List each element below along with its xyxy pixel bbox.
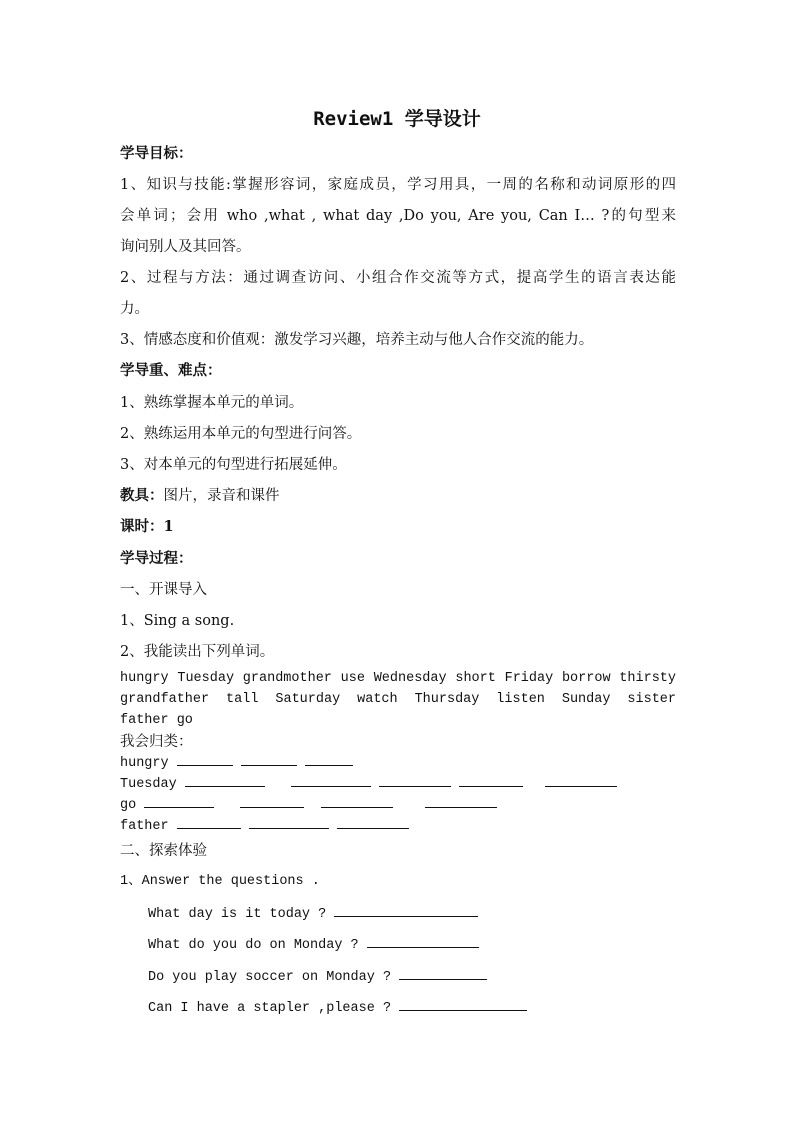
key-point-2: 2、熟练运用本单元的句型进行问答。 (120, 426, 362, 442)
answer-blank[interactable] (459, 773, 523, 787)
question-text: Do you play soccer on Monday ? (148, 970, 392, 985)
classify-label: 我会归类： (120, 734, 193, 750)
key-point-1: 1、熟练掌握本单元的单词。 (120, 395, 304, 411)
answer-blank[interactable] (177, 752, 233, 766)
section-1-heading: 一、开课导入 (120, 582, 207, 598)
classify-row-hungry (120, 752, 676, 774)
goal-3: 3、情感态度和价值观：激发学习兴趣，培养主动与他人合作交流的能力。 (120, 332, 594, 348)
key-point-3: 3、对本单元的句型进行拓展延伸。 (120, 457, 347, 473)
classify-row-label: hungry (120, 756, 169, 771)
answer-blank[interactable] (399, 997, 527, 1011)
answer-blank[interactable] (177, 815, 241, 829)
tools-line (120, 486, 676, 506)
period-line (120, 517, 676, 537)
word-list-line-2: grandfather tall Saturday watch Thursday listen Sunday sister (120, 692, 676, 707)
answer-heading: 1、Answer the questions . (120, 874, 320, 889)
classify-row-tuesday (120, 773, 676, 795)
answer-blank[interactable] (399, 966, 487, 980)
answer-blank[interactable] (185, 773, 265, 787)
question-text: Can I have a stapler ,please ? (148, 1001, 392, 1016)
question-4 (148, 997, 704, 1019)
goal-1-line-3: 询问别人及其回答。 (120, 239, 251, 255)
classify-row-label: go (120, 798, 137, 813)
goal-1-line-1: 1、知识与技能:掌握形容词，家庭成员，学习用具，一周的名称和动词原形的四 (120, 177, 676, 193)
classify-row-label: Tuesday (120, 777, 177, 792)
question-1 (148, 903, 704, 925)
answer-blank[interactable] (249, 815, 329, 829)
section-2-heading: 二、探索体验 (120, 843, 207, 859)
answer-blank[interactable] (334, 903, 478, 917)
step-2: 2、我能读出下列单词。 (120, 644, 275, 660)
word-list-line-3: father go (120, 713, 193, 728)
answer-blank[interactable] (545, 773, 617, 787)
answer-blank[interactable] (144, 794, 214, 808)
answer-blank[interactable] (425, 794, 497, 808)
answer-blank[interactable] (241, 752, 297, 766)
answer-blank[interactable] (321, 794, 393, 808)
period-label: 课时： (120, 518, 164, 535)
answer-blank[interactable] (379, 773, 451, 787)
goal-1-line-2: 会单词；会用 who ,what , what day ,Do you, Are you, Can I… ?的句型来 (120, 208, 676, 224)
classify-row-father (120, 815, 676, 837)
answer-blank[interactable] (337, 815, 409, 829)
answer-blank[interactable] (305, 752, 353, 766)
question-text: What day is it today ? (148, 907, 327, 922)
document-title: Review1 学导设计 (313, 108, 481, 130)
process-heading: 学导过程： (120, 550, 193, 567)
goal-2-line-1: 2、过程与方法：通过调查访问、小组合作交流等方式，提高学生的语言表达能 (120, 270, 676, 286)
tools-text: 图片，录音和课件 (163, 488, 280, 504)
question-3 (148, 966, 704, 988)
key-points-heading: 学导重、难点： (120, 362, 222, 379)
goals-heading: 学导目标： (120, 145, 193, 162)
classify-row-go (120, 794, 676, 816)
word-list-line-1: hungry Tuesday grandmother use Wednesday short Friday borrow thirsty (120, 671, 676, 686)
goal-2-line-2: 力。 (120, 301, 149, 317)
answer-blank[interactable] (291, 773, 371, 787)
question-2 (148, 934, 704, 956)
classify-row-label: father (120, 819, 169, 834)
tools-label: 教具： (120, 487, 164, 504)
period-value: 1 (163, 518, 174, 535)
question-text: What do you do on Monday ? (148, 938, 359, 953)
answer-blank[interactable] (240, 794, 304, 808)
step-1: 1、Sing a song. (120, 613, 235, 629)
answer-blank[interactable] (367, 934, 479, 948)
